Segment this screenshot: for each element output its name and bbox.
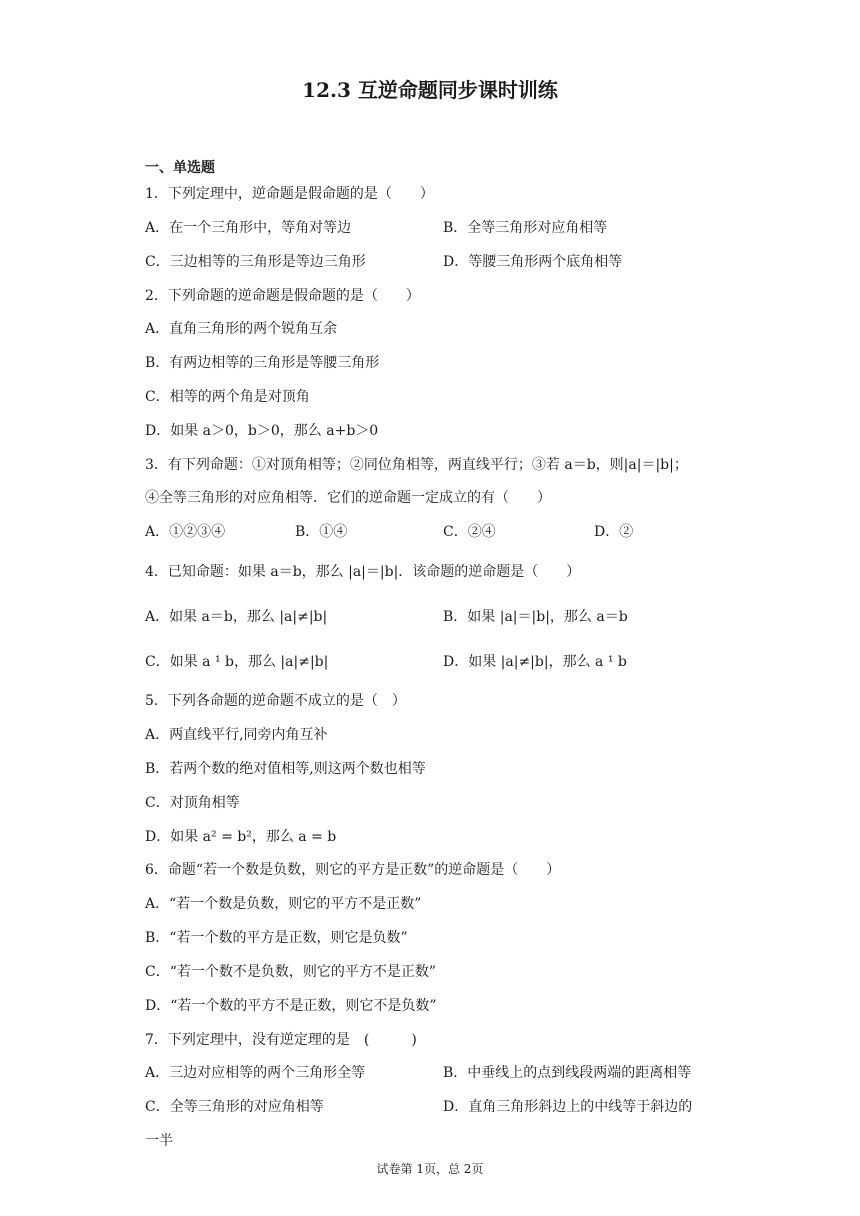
question-3-option-c: C．②④	[443, 524, 496, 540]
question-7-option-c: C．全等三角形的对应角相等	[145, 1099, 324, 1115]
question-3-option-a: A．①②③④	[145, 524, 226, 540]
question-1-option-b: B．全等三角形对应角相等	[443, 220, 608, 236]
question-2-option-d: D．如果 a＞0，b＞0，那么 a+b＞0	[145, 423, 379, 439]
question-4-option-d: D．如果 |a|≠|b|，那么 a ¹ b	[443, 654, 627, 670]
question-5-option-c: C．对顶角相等	[145, 795, 240, 811]
question-2-option-b: B．有两边相等的三角形是等腰三角形	[145, 355, 380, 371]
question-4-option-a: A．如果 a＝b，那么 |a|≠|b|	[145, 609, 328, 625]
question-4-option-c: C．如果 a ¹ b，那么 |a|≠|b|	[145, 654, 329, 670]
question-7-option-a: A．三边对应相等的两个三角形全等	[145, 1065, 366, 1081]
question-6-option-c: C．“若一个数不是负数，则它的平方不是正数”	[145, 964, 437, 980]
question-1-stem: 1．下列定理中，逆命题是假命题的是（ ）	[145, 186, 434, 202]
question-5-option-d: D．如果 a² = b²，那么 a = b	[145, 829, 337, 845]
question-4-stem: 4．已知命题：如果 a＝b，那么 |a|＝|b|．该命题的逆命题是（ ）	[145, 564, 581, 580]
question-3-stem-continued: ④全等三角形的对应角相等．它们的逆命题一定成立的有（ ）	[145, 490, 551, 506]
question-3-option-b: B．①④	[295, 524, 348, 540]
question-6-option-d: D．“若一个数的平方不是正数，则它不是负数”	[145, 998, 437, 1014]
question-5-option-b: B．若两个数的绝对值相等,则这两个数也相等	[145, 761, 426, 777]
question-1-option-d: D．等腰三角形两个底角相等	[443, 254, 623, 270]
question-3-option-d: D．②	[594, 524, 634, 540]
question-6-option-b: B．“若一个数的平方是正数，则它是负数”	[145, 930, 408, 946]
question-3-stem: 3．有下列命题：①对顶角相等；②同位角相等，两直线平行；③若 a＝b，则|a|＝|b|；	[145, 457, 688, 473]
question-1-option-c: C．三边相等的三角形是等边三角形	[145, 254, 366, 270]
question-7-option-d-wrap: 一半	[145, 1133, 173, 1149]
question-6-option-a: A．“若一个数是负数，则它的平方不是正数”	[145, 896, 422, 912]
question-5-stem: 5．下列各命题的逆命题不成立的是（ ）	[145, 693, 406, 709]
question-7-stem: 7．下列定理中，没有逆定理的是 ( )	[145, 1032, 417, 1048]
question-1-option-a: A．在一个三角形中，等角对等边	[145, 220, 352, 236]
question-4-option-b: B．如果 |a|＝|b|，那么 a＝b	[443, 609, 628, 625]
question-7-option-b: B．中垂线上的点到线段两端的距离相等	[443, 1065, 692, 1081]
question-2-option-c: C．相等的两个角是对顶角	[145, 389, 310, 405]
document-title: 12.3 互逆命题同步课时训练	[302, 78, 558, 102]
page-footer: 试卷第 1页，总 2页	[376, 1162, 484, 1176]
question-2-option-a: A．直角三角形的两个锐角互余	[145, 321, 338, 337]
question-2-stem: 2．下列命题的逆命题是假命题的是（ ）	[145, 288, 420, 304]
question-6-stem: 6．命题“若一个数是负数，则它的平方是正数”的逆命题是（ ）	[145, 862, 561, 878]
section-heading: 一、单选题	[145, 160, 215, 176]
question-5-option-a: A．两直线平行,同旁内角互补	[145, 727, 328, 743]
question-7-option-d: D．直角三角形斜边上的中线等于斜边的	[443, 1099, 693, 1115]
